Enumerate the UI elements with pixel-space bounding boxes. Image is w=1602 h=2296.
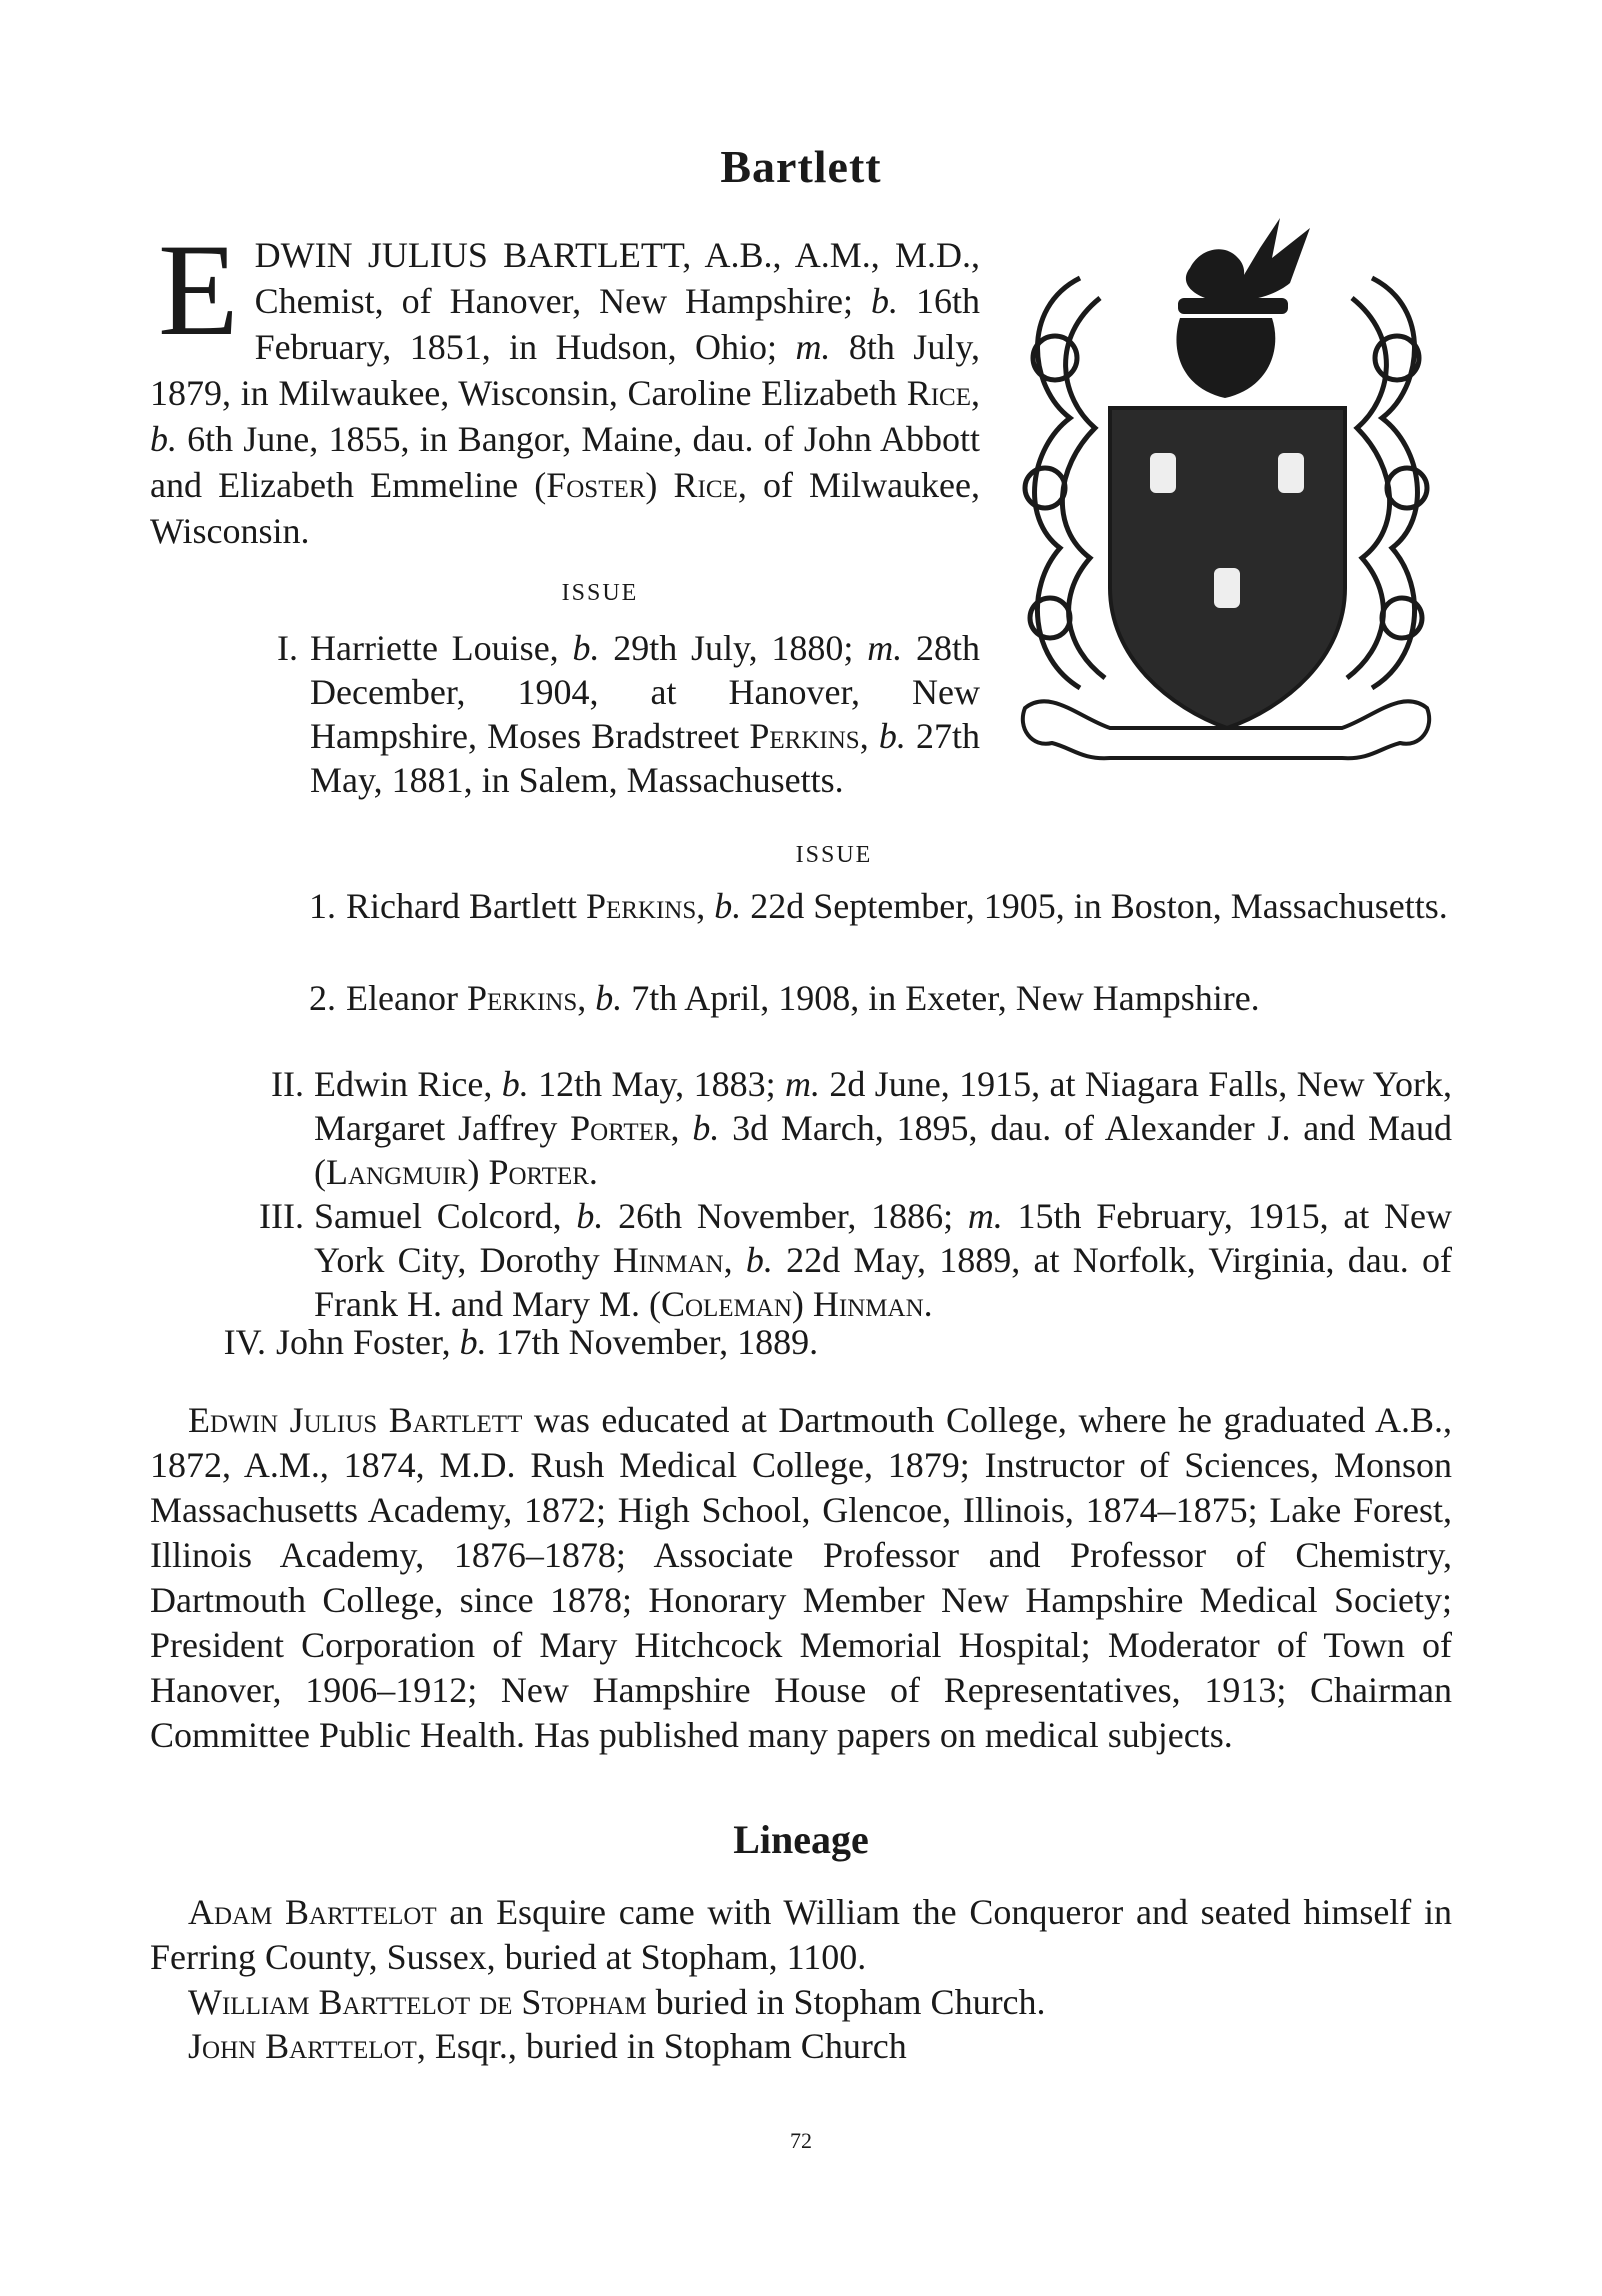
entry-text: Edwin Rice,: [314, 1064, 502, 1104]
surname: Langmuir: [326, 1152, 468, 1192]
page-title: Bartlett: [720, 141, 882, 192]
surname: Perkins: [749, 716, 860, 756]
abbr-married: m.: [795, 327, 831, 367]
entry-text: John Foster,: [276, 1322, 460, 1362]
abbr-born: b.: [714, 886, 742, 926]
child-entry-III: [259, 1194, 1452, 1326]
grandchild-entry-2: [309, 976, 1452, 1020]
entry-text: ,: [577, 978, 596, 1018]
entry-text: Harriette Louise,: [310, 628, 573, 668]
entry-text: 22d September, 1905, in Boston, Massachusetts.: [741, 886, 1448, 926]
abbr-married: m.: [867, 628, 903, 668]
intro-text: ,: [971, 373, 980, 413]
ancestor-name: John Barttelot: [188, 2026, 417, 2066]
entry-text: ): [791, 1284, 813, 1324]
biography-text: was educated at Dartmouth College, where he graduated A.B., 1872, A.M., 1874, M.D. Rush Medical College, 1879; Instructor of Sciences, Monson Massachusetts Academy, 1872; High School, Glencoe, Illinois, 1874–1875; Lake Forest, Illinois Academy, 1876–1878; Associate Professor and Professor of Chemistry, Dartmouth College, since 1878; Honorary Member New Hampshire Medical Society; President Corporation of Mary Hitchcock Memorial Hospital; Moderator of Town of Hanover, 1906–1912; New Hampshire House of Representatives, 1913; Chairman Committee Public Health. Has published many papers on medical subjects.: [150, 1400, 1453, 1755]
entry-text: 27th May, 1881, in Salem, Massachusetts.: [310, 716, 980, 800]
entry-text: 12th May, 1883;: [528, 1064, 785, 1104]
entry-number: I.: [277, 628, 298, 668]
lineage-text: buried in Stopham Church.: [646, 1982, 1046, 2022]
abbr-born: b.: [576, 1196, 604, 1236]
subject-name: Edwin Julius Bartlett: [188, 1400, 523, 1440]
entry-text: ,: [723, 1240, 746, 1280]
lineage-text: an Esquire came with William the Conqueror and seated himself in Ferring County, Sussex, buried at Stopham, 1100.: [150, 1892, 1452, 1977]
entry-number: 2.: [309, 978, 336, 1018]
drop-cap: E: [158, 216, 239, 363]
helmet: [1176, 318, 1275, 398]
entry-text: 17th November, 1889.: [486, 1322, 819, 1362]
entry-text: .: [923, 1284, 933, 1324]
entry-text: ,: [696, 886, 715, 926]
abbr-born: b.: [150, 419, 177, 459]
surname: Rice: [906, 373, 971, 413]
abbr-born: b.: [871, 281, 898, 321]
lineage-entry: [150, 1890, 1452, 1980]
abbr-married: m.: [967, 1196, 1003, 1236]
grandchild-entry-1: [309, 884, 1452, 928]
lineage-entry: [188, 1980, 1452, 2025]
entry-text: 22d May, 1889, at Norfolk, Virginia, dau. of Frank H. and Mary M. (: [314, 1240, 1452, 1324]
intro-text: , of Milwaukee, Wisconsin.: [150, 465, 980, 551]
surname: Porter: [570, 1108, 671, 1148]
coat-of-arms-image: [1010, 188, 1442, 788]
issue-heading: ISSUE: [795, 842, 873, 868]
abbr-born: b.: [459, 1322, 487, 1362]
entry-text: 2d June, 1915, at Niagara Falls, New York, Margaret Jaffrey: [314, 1064, 1453, 1148]
child-entry-I: [277, 626, 980, 802]
abbr-born: b.: [572, 628, 600, 668]
abbr-born: b.: [878, 716, 906, 756]
shield: [1110, 408, 1345, 728]
entry-number: 1.: [309, 886, 336, 926]
page-number: 72: [790, 2128, 812, 2153]
surname: Porter: [488, 1152, 589, 1192]
entry-text: ,: [859, 716, 879, 756]
mantling-right: [1347, 278, 1427, 688]
entry-text: 3d March, 1895, dau. of Alexander J. and Maud (: [314, 1108, 1452, 1192]
abbr-born: b.: [501, 1064, 529, 1104]
surname: Hinman: [812, 1284, 924, 1324]
entry-text: 29th July, 1880;: [599, 628, 868, 668]
abbr-born: b.: [595, 978, 623, 1018]
ancestor-name: William Barttelot de Stopham: [188, 1982, 647, 2022]
intro-paragraph: [150, 216, 980, 554]
entry-number: II.: [271, 1064, 304, 1104]
surname: Perkins: [466, 978, 578, 1018]
entry-text: 7th April, 1908, in Exeter, New Hampshire.: [622, 978, 1260, 1018]
entry-number: IV.: [223, 1322, 266, 1362]
surname: Coleman: [660, 1284, 792, 1324]
entry-text: ,: [670, 1108, 693, 1148]
entry-text: 28th December, 1904, at Hanover, New Hampshire, Moses Bradstreet: [310, 628, 980, 756]
lineage-heading: Lineage: [733, 1817, 869, 1862]
intro-text: 16th February, 1851, in Hudson, Ohio;: [254, 281, 980, 367]
child-entry-II: [271, 1062, 1453, 1194]
child-entry-IV: [223, 1320, 1452, 1364]
surname: Rice: [673, 465, 738, 505]
intro-text: 6th June, 1855, in Bangor, Maine, dau. of John Abbott and Elizabeth Emmeline (: [150, 419, 980, 505]
surname: Foster: [546, 465, 646, 505]
entry-text: .: [588, 1152, 598, 1192]
entry-text: 15th February, 1915, at New York City, Dorothy: [314, 1196, 1452, 1280]
surname: Perkins: [585, 886, 697, 926]
subject-name: DWIN JULIUS BARTLETT: [254, 235, 683, 275]
intro-text: , A.B., A.M., M.D., Chemist, of Hanover, New Hampshire;: [254, 235, 980, 321]
crest-bird: [1178, 218, 1310, 314]
biography-paragraph: [150, 1398, 1452, 1758]
surname: Hinman: [612, 1240, 724, 1280]
mantling-left: [1025, 278, 1105, 688]
issue-heading: ISSUE: [561, 580, 639, 606]
entry-text: 26th November, 1886;: [603, 1196, 968, 1236]
abbr-born: b.: [692, 1108, 720, 1148]
entry-text: ): [467, 1152, 489, 1192]
intro-text: 8th July, 1879, in Milwaukee, Wisconsin, Caroline Elizabeth: [150, 327, 980, 413]
entry-text: Samuel Colcord,: [314, 1196, 577, 1236]
lineage-entry: [188, 2024, 1452, 2069]
entry-text: Eleanor: [346, 978, 467, 1018]
abbr-married: m.: [784, 1064, 820, 1104]
abbr-born: b.: [745, 1240, 773, 1280]
ancestor-name: Adam Barttelot: [188, 1892, 437, 1932]
entry-number: III.: [259, 1196, 304, 1236]
lineage-text: , Esqr., buried in Stopham Church: [416, 2026, 907, 2066]
entry-text: Richard Bartlett: [346, 886, 586, 926]
intro-text: ): [645, 465, 674, 505]
